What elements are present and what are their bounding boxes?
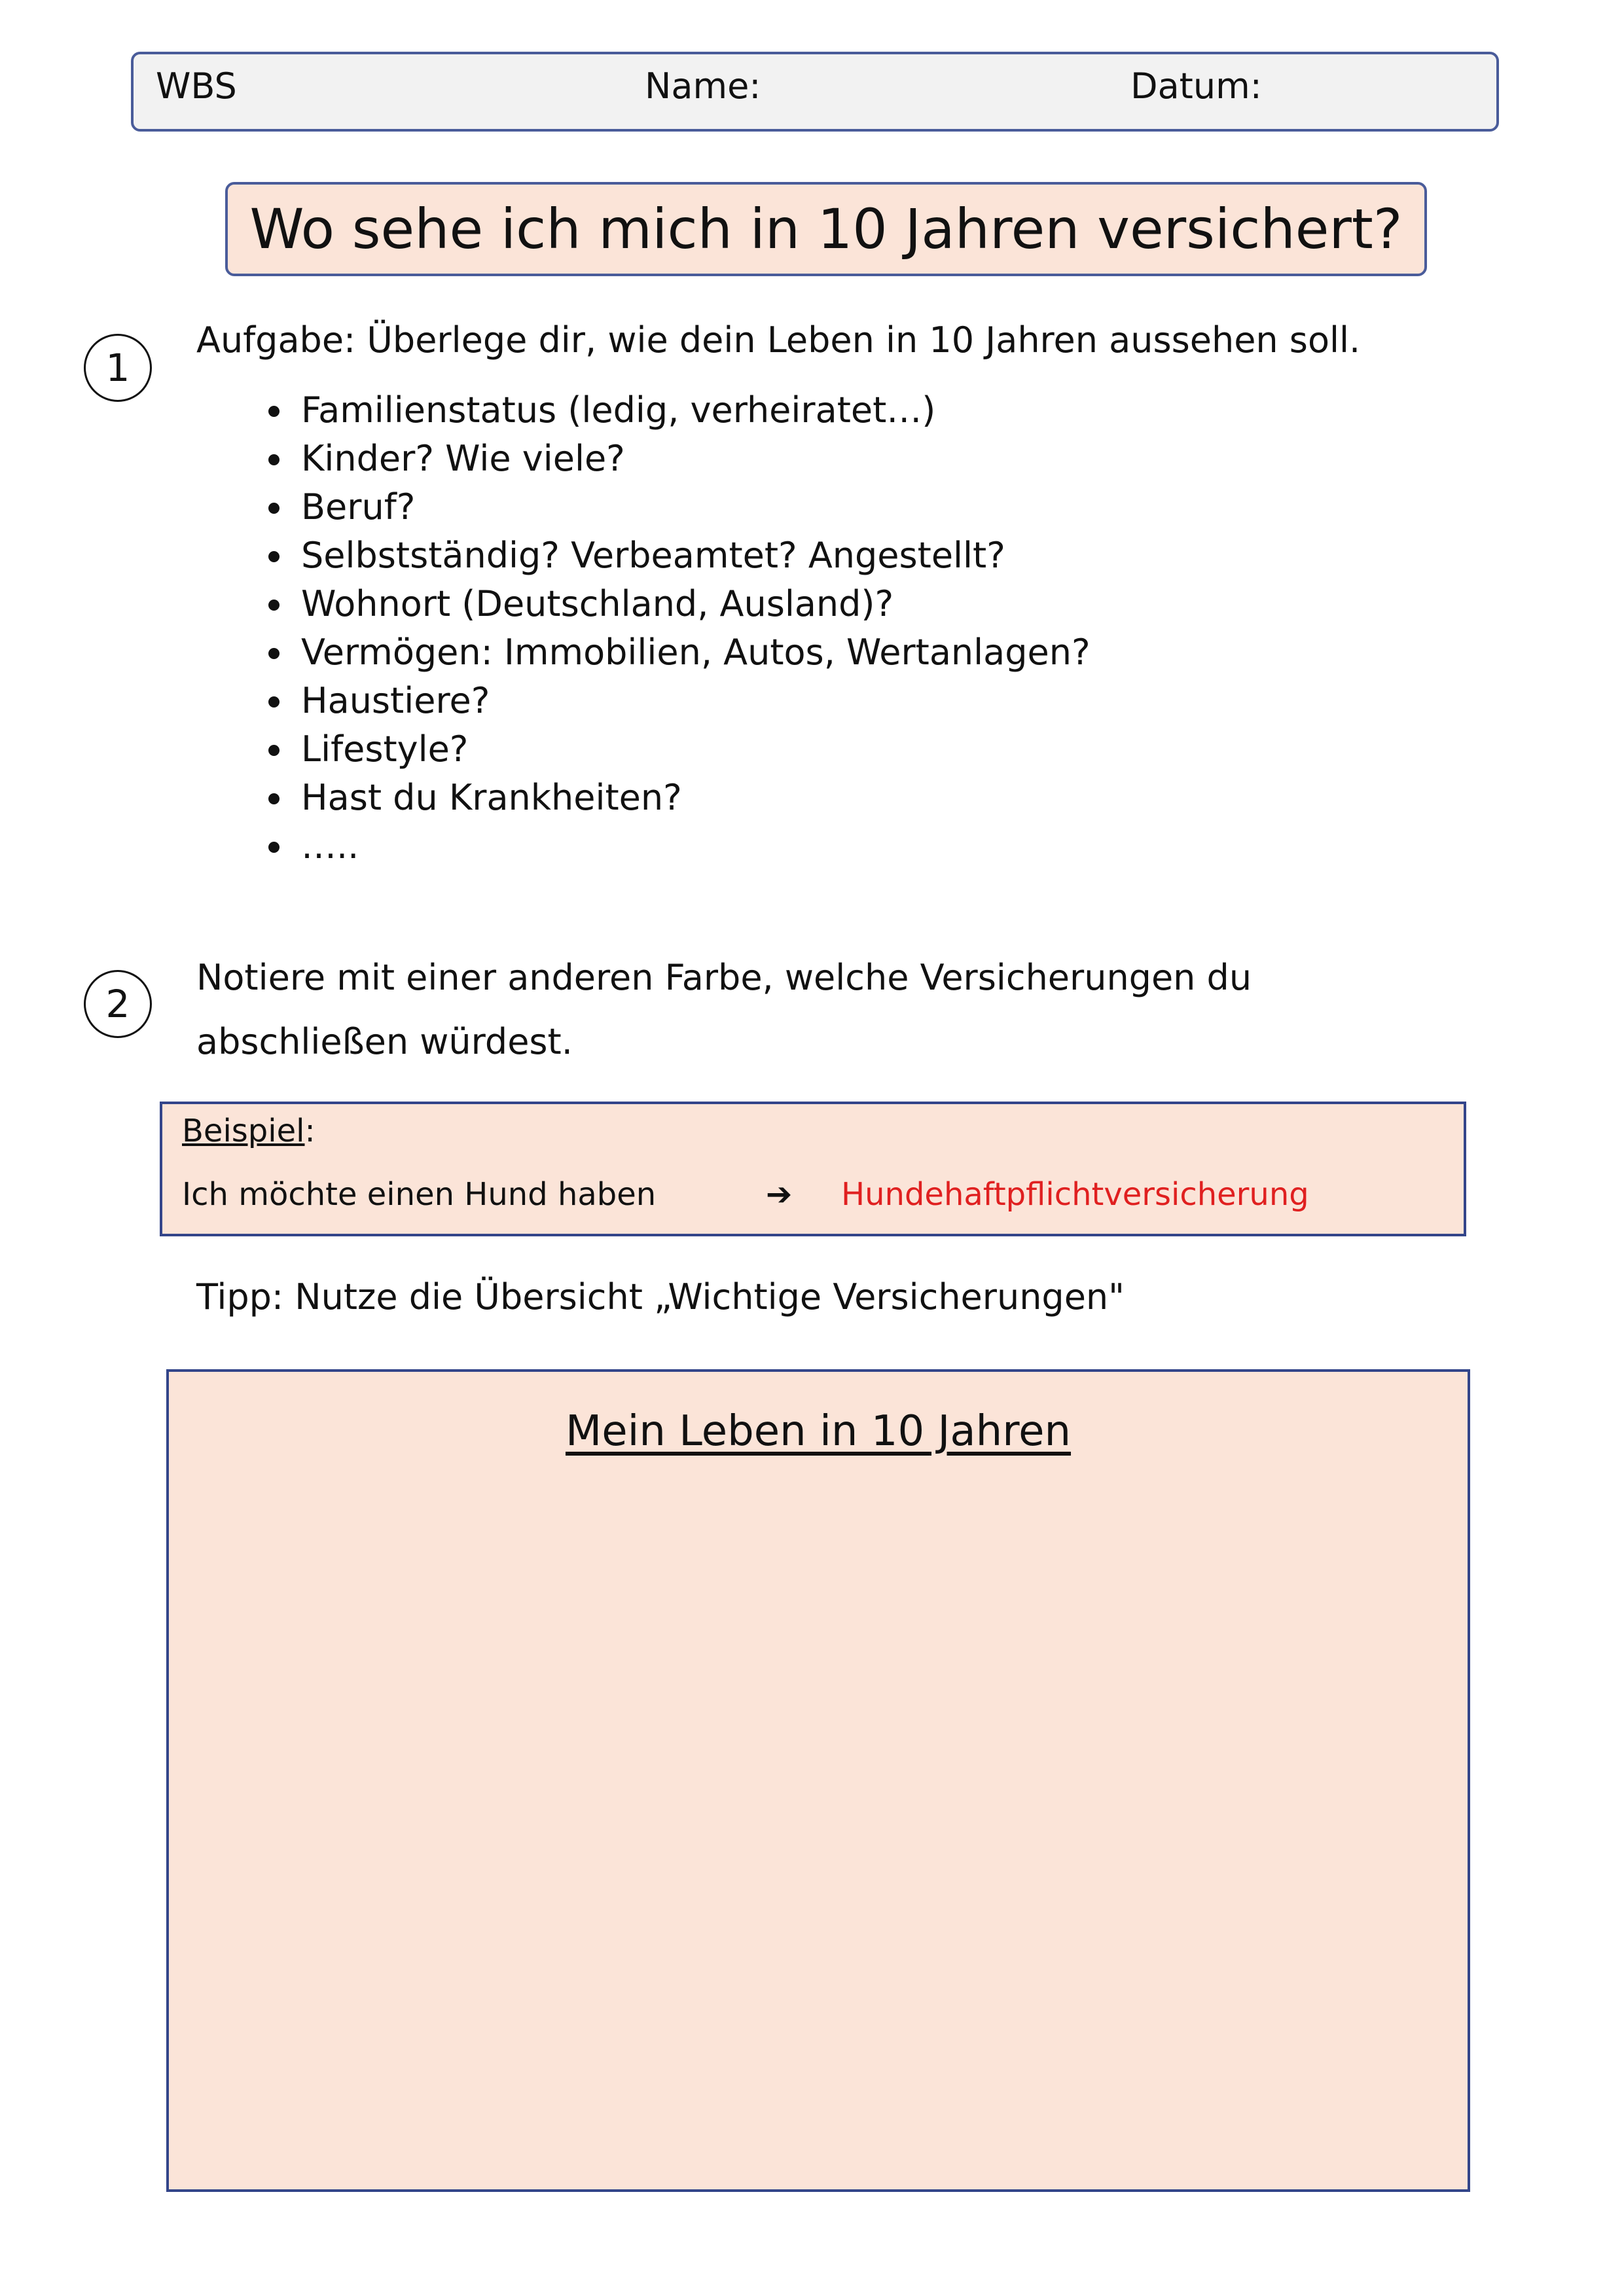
school-label: WBS (156, 65, 237, 107)
date-label: Datum: (1130, 65, 1262, 107)
list-item: • Vermögen: Immobilien, Autos, Wertanlagen? (295, 628, 1091, 677)
name-label: Name: (645, 65, 761, 107)
task-number-2: 2 (84, 970, 152, 1038)
arrow-icon: ➔ (766, 1176, 793, 1213)
tip-text: Tipp: Nutze die Übersicht „Wichtige Versicherungen" (196, 1276, 1125, 1318)
task2-line-1: Notiere mit einer anderen Farbe, welche Versicherungen du (196, 957, 1252, 998)
page-title: Wo sehe ich mich in 10 Jahren versichert? (249, 197, 1403, 261)
task-number-1: 1 (84, 334, 152, 402)
example-insurance: Hundehaftpflichtversicherung (841, 1176, 1309, 1213)
header-bar (131, 52, 1499, 132)
list-item: • Haustiere? (295, 677, 1091, 725)
list-item: • Beruf? (295, 483, 1091, 531)
title-box (225, 182, 1427, 276)
list-item: • Wohnort (Deutschland, Ausland)? (295, 580, 1091, 628)
task2-line-2: abschließen würdest. (196, 1021, 573, 1062)
task1-instruction: Aufgabe: Überlege dir, wie dein Leben in 10 Jahren aussehen soll. (196, 319, 1361, 361)
example-box (160, 1102, 1466, 1236)
list-item: • Lifestyle? (295, 725, 1091, 774)
example-heading: Beispiel: (182, 1113, 316, 1149)
answer-box[interactable] (166, 1369, 1470, 2192)
list-item: • Familienstatus (ledig, verheiratet…) (295, 386, 1091, 435)
list-item: • Kinder? Wie viele? (295, 435, 1091, 483)
example-situation: Ich möchte einen Hund haben (182, 1176, 657, 1213)
list-item: • Hast du Krankheiten? (295, 774, 1091, 822)
answer-box-title: Mein Leben in 10 Jahren (565, 1407, 1072, 1456)
list-item: • ….. (295, 822, 1091, 870)
task1-bullet-list (249, 386, 1091, 870)
list-item: • Selbstständig? Verbeamtet? Angestellt? (295, 531, 1091, 580)
